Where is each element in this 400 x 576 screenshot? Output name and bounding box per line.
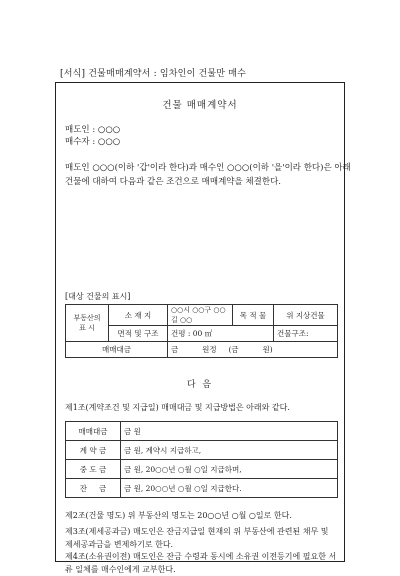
location-value: ○○시 ○○구 ○○길 ○○ (168, 305, 233, 326)
document-caption: [서식] 건물매매계약서 : 임차인이 건물만 매수 (60, 69, 247, 79)
payment-value: 금 원, 20○○년 ○월 ○일 지급한다. (121, 479, 338, 498)
location-label: 소 재 지 (109, 305, 168, 326)
payment-label: 계 약 금 (66, 441, 121, 460)
property-display-label: 부동산의 표 시 (66, 305, 109, 342)
object-label: 목 적 물 (233, 305, 274, 326)
buyer-line: 매수자 : ○○○ (65, 137, 121, 147)
clause-2: 제2조(건물 명도) 위 부동산의 명도는 20○○년 ○월 ○일로 한다. (65, 511, 292, 520)
price-label: 매매대금 (66, 342, 168, 358)
document-title: 건물 매매계약서 (162, 100, 238, 111)
structure-value: 건물구조: (274, 326, 338, 342)
table-row (66, 422, 338, 441)
table-row (66, 460, 338, 479)
payment-table (65, 421, 338, 498)
clause-4: 제4조(소유권이전) 매도인은 잔금 수령과 동시에 소유권 이전등기에 필요한 서류 일체를 매수인에게 교부한다. (65, 552, 337, 574)
seller-line: 매도인 : ○○○ (65, 125, 121, 135)
clause-1: 제1조(계약조건 및 지급일) 매매대금 및 지급방법은 아래와 같다. (65, 403, 290, 412)
payment-value: 금 원, 20○○년 ○월 ○일 지급하며, (121, 460, 338, 479)
da-eum-heading: 다 음 (186, 380, 214, 390)
object-value: 위 지상건물 (274, 305, 338, 326)
intro-line-1: 매도인 ○○○(이하 '갑'이라 한다)과 매수인 ○○○(이하 '을'이라 한다)은 아래 (65, 163, 351, 173)
area-value: 건평 : 00 ㎡ (168, 326, 274, 342)
intro-line-2: 건물에 대하여 다음과 같은 조건으로 매매계약을 체결한다. (65, 177, 281, 187)
payment-value: 금 원, 계약시 지급하고, (121, 441, 338, 460)
price-value: 금 원정 (금 원) (168, 342, 338, 358)
payment-label: 잔 금 (66, 479, 121, 498)
contract-frame (55, 82, 351, 574)
payment-label: 매매대금 (66, 422, 121, 441)
structure-label: 면적 및 구조 (109, 326, 168, 342)
payment-label: 중 도 금 (66, 460, 121, 479)
table-row (66, 479, 338, 498)
property-table (65, 304, 338, 358)
clause-3: 제3조(제세공과금) 매도인은 잔금지급일 현재의 위 부동산에 관련된 채무 및 제세공과금을 변제하기로 한다. (65, 527, 329, 549)
property-section-heading: [대상 건물의 표시] (65, 292, 131, 301)
payment-value: 금 원 (121, 422, 338, 441)
table-row (66, 441, 338, 460)
